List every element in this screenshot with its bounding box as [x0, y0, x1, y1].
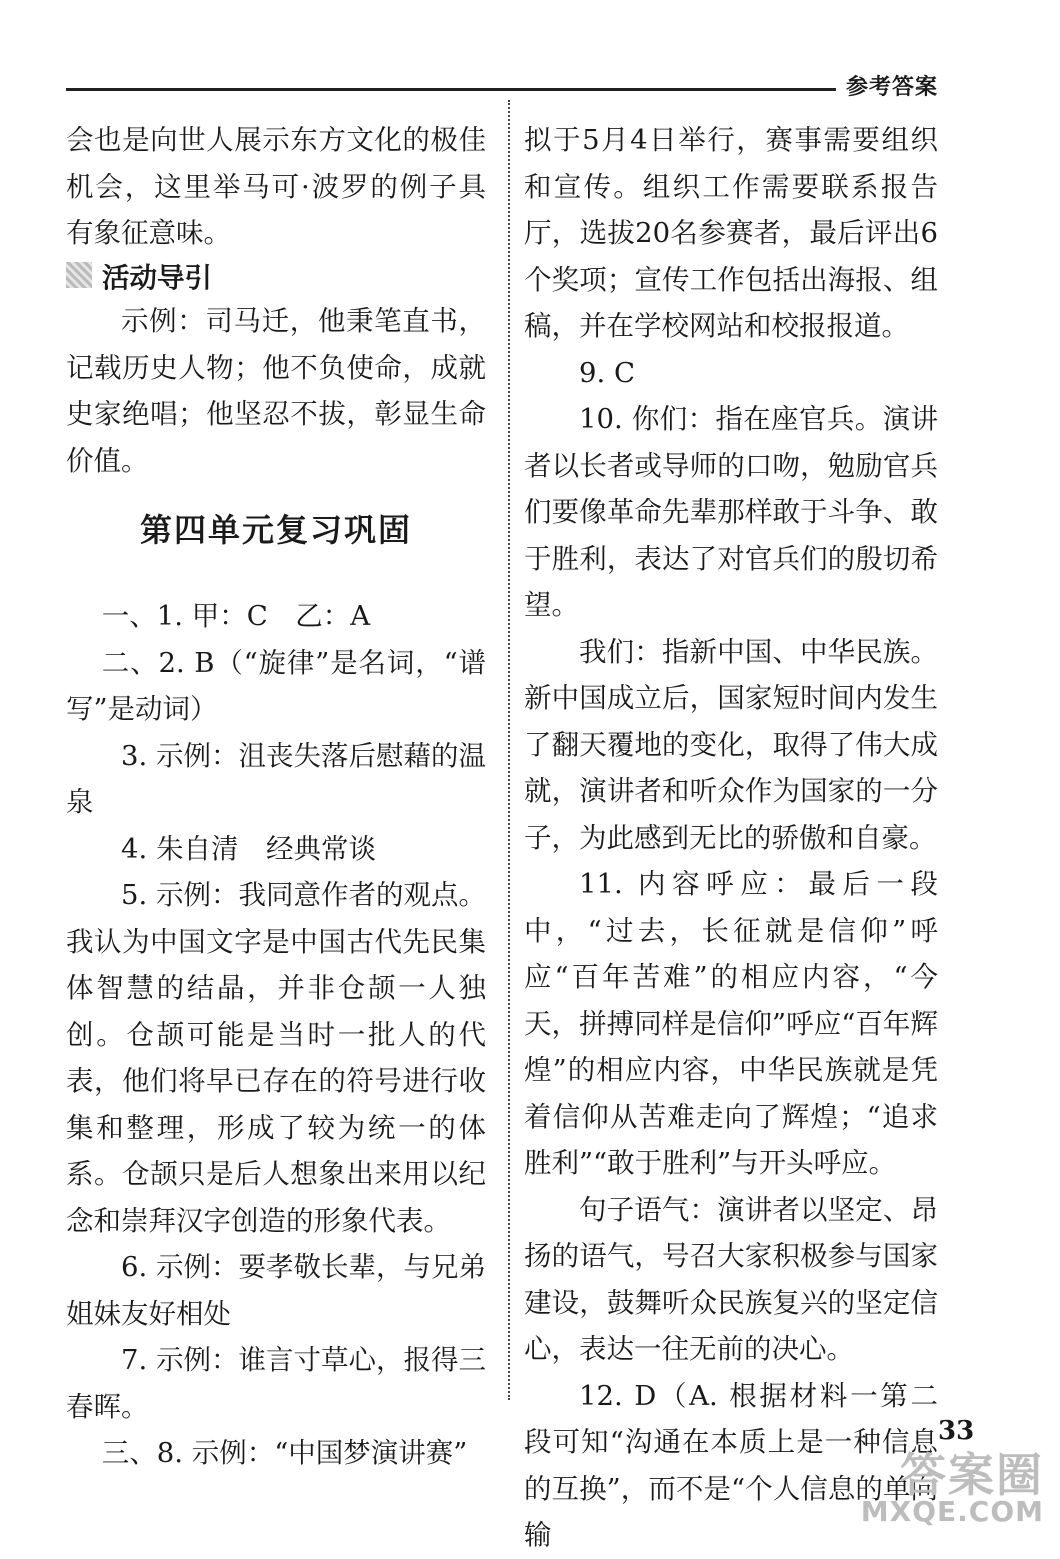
answer-item: 10. 你们：指在座官兵。演讲者以长者或导师的口吻，勉励官兵们要像革命先辈那样敢于斗争、敢于胜利，表达了对官兵们的殷切希望。	[524, 403, 938, 621]
watermark-url: MXQE.COM	[860, 1495, 1044, 1528]
header-label: 参考答案	[846, 75, 939, 100]
answer-item: 6. 示例：要孝敬长辈，与兄弟姐妹友好相处	[66, 1251, 486, 1330]
paragraph: 句子语气：演讲者以坚定、昂扬的语气，号召大家积极参与国家建设，鼓舞听众民族复兴的坚定信心，表达一往无前的决心。	[524, 1193, 938, 1365]
activity-heading	[66, 252, 212, 298]
right-column	[524, 117, 938, 1559]
answer-item: 二、2. B（“旋律”是名词，“谱写”是动词）	[66, 646, 486, 725]
column-divider	[508, 100, 510, 1400]
page-number: 33	[938, 1416, 975, 1446]
paragraph: 会也是向世人展示东方文化的极佳机会，这里举马可·波罗的例子具有象征意味。	[66, 124, 486, 249]
activity-body	[66, 298, 486, 484]
answer-item: 11. 内容呼应：最后一段中，“过去，长征就是信仰”呼应“百年苦难”的相应内容，“今天，拼搏同样是信仰”呼应“百年辉煌”的相应内容，中华民族就是凭着信仰从苦难走向了辉煌；“追求胜利”“敢于胜利”与开头呼应。	[524, 868, 938, 1179]
activity-title: 活动导引	[102, 262, 212, 294]
answer-item: 9. C	[579, 356, 636, 389]
answer-item: 3. 示例：沮丧失落后慰藉的温泉	[66, 739, 486, 818]
paragraph: 拟于5月4日举行，赛事需要组织和宣传。组织工作需要联系报告厅，选拔20名参赛者，最后评出6个奖项；宣传工作包括出海报、组稿，并在学校网站和校报报道。	[524, 124, 938, 342]
answer-item: 5. 示例：我同意作者的观点。我认为中国文字是中国古代先民集体智慧的结晶，并非仓颉一人独创。仓颉可能是当时一批人的代表，他们将早已存在的符号进行收集和整理，形成了较为统一的体系。仓颉只是后人想象出来用以纪念和崇拜汉字创造的形象代表。	[66, 879, 486, 1237]
answer-item: 三、8. 示例：“中国梦演讲赛”	[101, 1437, 468, 1469]
answer-item: 4. 朱自清 经典常谈	[121, 832, 376, 865]
watermark-text: 答案圈	[900, 1448, 1044, 1502]
left-column-answers	[66, 593, 486, 1477]
answer-item: 7. 示例：谁言寸草心，报得三春晖。	[66, 1344, 486, 1423]
answer-item: 12. D（A. 根据材料一第二段可知“沟通在本质上是一种信息的互换”，而不是“个人信息的单向输	[524, 1379, 938, 1551]
left-column-top	[66, 117, 486, 257]
paragraph: 示例：司马迁，他秉笔直书，记载历史人物；他不负使命，成就史家绝唱；他坚忍不拔，彰显生命价值。	[66, 305, 486, 477]
header-rule	[66, 88, 836, 91]
section-title: 第四单元复习巩固	[139, 511, 412, 549]
paragraph: 我们：指新中国、中华民族。新中国成立后，国家短时间内发生了翻天覆地的变化，取得了伟大成就，演讲者和听众作为国家的一分子，为此感到无比的骄傲和自豪。	[524, 635, 938, 854]
watermark-logo	[844, 1438, 1044, 1526]
answer-item: 一、1. 甲：C 乙：A	[101, 600, 371, 632]
activity-icon	[66, 262, 92, 288]
